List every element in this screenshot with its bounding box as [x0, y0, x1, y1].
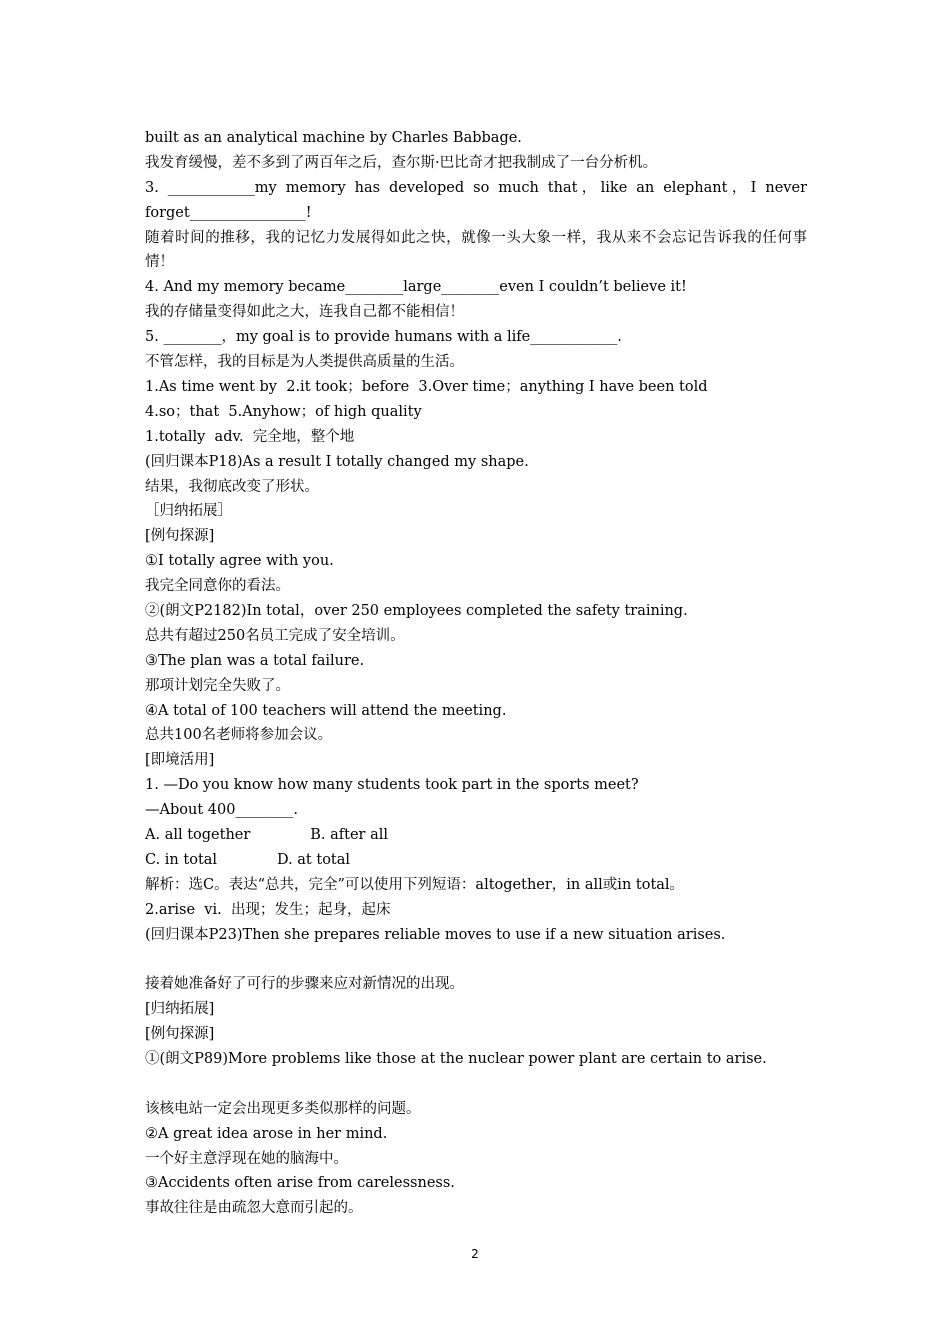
text-line: 不管怎样，我的目标是为人类提供高质量的生活。 — [145, 354, 464, 371]
example-sentence: ②(朗文P2182)In total，over 250 employees completed the safety training. — [145, 602, 688, 619]
example-translation: 那项计划完全失败了。 — [145, 677, 290, 694]
question-line: —About 400________. — [145, 802, 299, 819]
text-line: (回归课本P18)As a result I totally changed my shape. — [145, 453, 529, 470]
example-sentence: ①I totally agree with you. — [145, 553, 334, 570]
example-translation: 总共100名老师将参加会议。 — [145, 727, 333, 744]
page-number: 2 — [471, 1247, 479, 1261]
example-sentence: ④A total of 100 teachers will attend the meeting. — [145, 702, 507, 719]
text-line: built as an analytical machine by Charles Babbage. — [145, 130, 522, 146]
example-sentence: ①(朗文P89)More problems like those at the nuclear power plant are certain to arise. — [145, 1051, 767, 1067]
section-label: [即境活用] — [145, 752, 215, 769]
example-sentence: ③The plan was a total failure. — [145, 652, 365, 669]
section-label: [归纳拓展] — [145, 1001, 215, 1018]
answer-key-line: 4.so；that 5.Anyhow；of high quality — [145, 403, 422, 420]
text-line: 4. And my memory became________large________even I couldn’t believe it! — [145, 279, 687, 296]
example-translation: 总共有超过250名员工完成了安全培训。 — [145, 627, 405, 644]
explanation-line: 解析：选C。表达“总共，完全”可以使用下列短语：altogether，in all或in total。 — [145, 876, 685, 893]
section-label: [例句探源] — [145, 1026, 215, 1043]
example-sentence: ③Accidents often arise from carelessness. — [145, 1175, 455, 1192]
option-line: C. in total D. at total — [145, 851, 351, 868]
section-label: [例句探源] — [145, 528, 215, 545]
vocab-heading: 2.arise vi. 出现；发生；起身，起床 — [145, 901, 391, 918]
text-line: 结果，我彻底改变了形状。 — [145, 478, 319, 495]
answer-key-line: 1.As time went by 2.it took；before 3.Over time；anything I have been told — [145, 378, 708, 395]
document-body — [145, 126, 807, 1221]
text-line: 我发育缓慢，差不多到了两百年之后，查尔斯·巴比奇才把我制成了一台分析机。 — [145, 154, 658, 171]
example-translation: 我完全同意你的看法。 — [145, 578, 290, 595]
example-sentence: ②A great idea arose in her mind. — [145, 1125, 388, 1142]
option-line: A. all together B. after all — [145, 826, 388, 843]
vocab-heading: 1.totally adv. 完全地，整个地 — [145, 428, 355, 445]
example-translation: 一个好主意浮现在她的脑海中。 — [145, 1150, 348, 1167]
text-line: (回归课本P23)Then she prepares reliable moves to use if a new situation arises. — [145, 926, 726, 943]
text-line: 5. ________，my goal is to provide humans with a life____________. — [145, 329, 622, 346]
section-label: ［归纳拓展］ — [145, 503, 232, 520]
example-translation: 事故往往是由疏忽大意而引起的。 — [145, 1200, 363, 1217]
text-line: 我的存储量变得如此之大，连我自己都不能相信！ — [145, 304, 464, 321]
text-line: 随着时间的推移，我的记忆力发展得如此之快，就像一头大象一样，我从来不会忘记告诉我的任何事情！ — [145, 229, 807, 271]
text-line: 3. ____________my memory has developed so much that，like an elephant，I never forget________________! — [145, 179, 807, 221]
text-line: 接着她准备好了可行的步骤来应对新情况的出现。 — [145, 976, 464, 993]
question-line: 1. —Do you know how many students took part in the sports meet? — [145, 777, 639, 794]
example-translation: 该核电站一定会出现更多类似那样的问题。 — [145, 1100, 421, 1117]
